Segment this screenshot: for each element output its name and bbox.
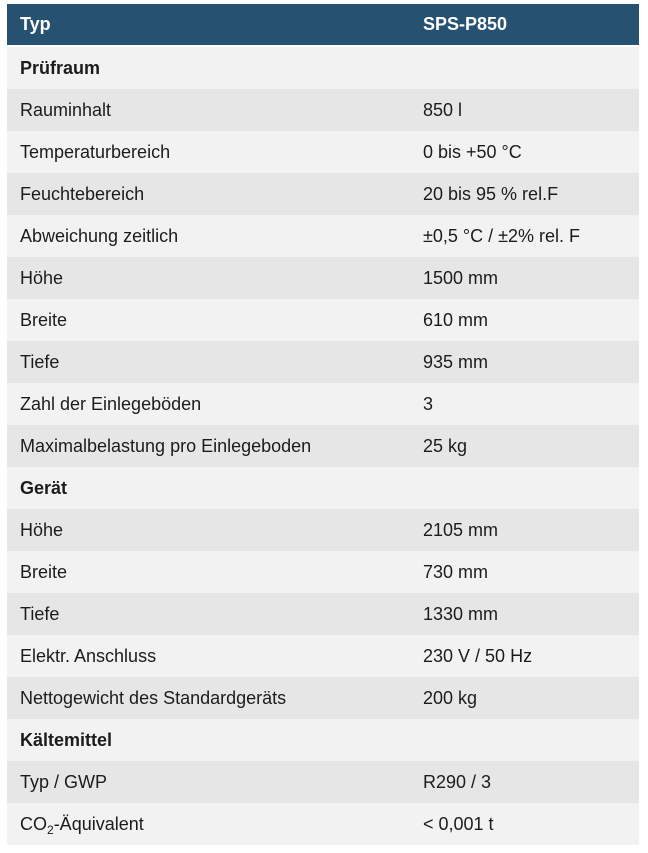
row-value: 20 bis 95 % rel.F [410,173,639,215]
row-label [7,803,410,845]
row-label: Höhe [7,257,410,299]
table-row [7,341,639,383]
section-title: Kältemittel [7,719,410,761]
row-value: ±0,5 °C / ±2% rel. F [410,215,639,257]
row-value: 25 kg [410,425,639,467]
table-header [7,4,639,46]
row-value: 3 [410,383,639,425]
table-row [7,551,639,593]
row-label: Breite [7,551,410,593]
row-label: Abweichung zeitlich [7,215,410,257]
row-label: Tiefe [7,341,410,383]
row-value: 610 mm [410,299,639,341]
table-row [7,89,639,131]
section-row [7,467,639,509]
row-label: Elektr. Anschluss [7,635,410,677]
header-row [7,4,639,46]
section-row [7,46,639,89]
row-label: Maximalbelastung pro Einlegeboden [7,425,410,467]
row-label-subscript: 2 [47,822,54,837]
table-row [7,299,639,341]
table-row [7,761,639,803]
row-value [410,719,639,761]
row-value: R290 / 3 [410,761,639,803]
section-row [7,719,639,761]
spec-table [7,4,639,845]
row-label-suffix: -Äquivalent [53,813,144,834]
table-row [7,593,639,635]
row-label: Rauminhalt [7,89,410,131]
row-value: 850 l [410,89,639,131]
table-row [7,509,639,551]
row-label: Nettogewicht des Standardgeräts [7,677,410,719]
row-value: 1500 mm [410,257,639,299]
table-row [7,173,639,215]
row-value: 200 kg [410,677,639,719]
table-row [7,257,639,299]
row-label: Feuchtebereich [7,173,410,215]
row-value: 1330 mm [410,593,639,635]
row-label: Breite [7,299,410,341]
table-body [7,46,639,845]
row-value: < 0,001 t [410,803,639,845]
row-value: 2105 mm [410,509,639,551]
row-label: Höhe [7,509,410,551]
table-row [7,803,639,845]
row-label: Zahl der Einlegeböden [7,383,410,425]
row-value: 230 V / 50 Hz [410,635,639,677]
row-label: Tiefe [7,593,410,635]
table-row [7,677,639,719]
section-title: Gerät [7,467,410,509]
section-title: Prüfraum [7,46,410,89]
row-value [410,46,639,89]
row-value: 730 mm [410,551,639,593]
row-value [410,467,639,509]
row-label-prefix: CO [20,813,47,834]
table-row [7,131,639,173]
table-row [7,215,639,257]
table-row [7,383,639,425]
row-label: Typ / GWP [7,761,410,803]
row-value: 0 bis +50 °C [410,131,639,173]
table-row [7,425,639,467]
row-label: Temperaturbereich [7,131,410,173]
row-value: 935 mm [410,341,639,383]
header-model-label: SPS-P850 [410,4,639,46]
header-type-label: Typ [7,4,410,46]
table-row [7,635,639,677]
